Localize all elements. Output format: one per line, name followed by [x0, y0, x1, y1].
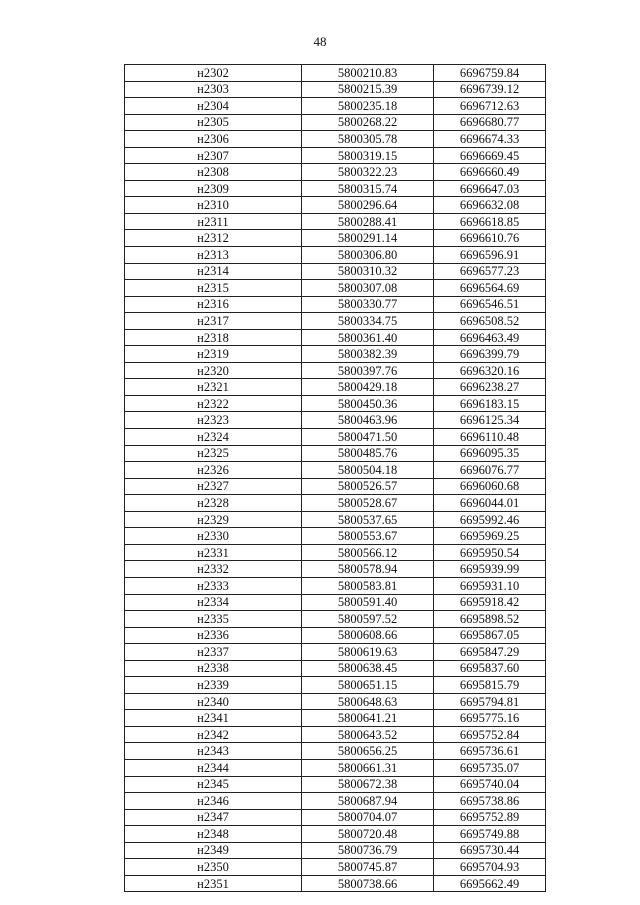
point-id-cell: н2316	[125, 296, 302, 313]
x-coordinate-cell: 5800334.75	[302, 313, 434, 330]
point-id-cell: н2340	[125, 693, 302, 710]
table-row	[125, 644, 546, 661]
table-row	[125, 412, 546, 429]
table-row	[125, 478, 546, 495]
x-coordinate-cell: 5800553.67	[302, 528, 434, 545]
point-id-cell: н2314	[125, 263, 302, 280]
table-row	[125, 577, 546, 594]
point-id-cell: н2312	[125, 230, 302, 247]
x-coordinate-cell: 5800648.63	[302, 693, 434, 710]
table-row	[125, 395, 546, 412]
point-id-cell: н2307	[125, 147, 302, 164]
x-coordinate-cell: 5800738.66	[302, 875, 434, 892]
point-id-cell: н2313	[125, 247, 302, 264]
table-row	[125, 296, 546, 313]
point-id-cell: н2302	[125, 65, 302, 82]
y-coordinate-cell: 6696712.63	[434, 98, 546, 115]
y-coordinate-cell: 6695735.07	[434, 759, 546, 776]
point-id-cell: н2333	[125, 577, 302, 594]
x-coordinate-cell: 5800720.48	[302, 826, 434, 843]
x-coordinate-cell: 5800310.32	[302, 263, 434, 280]
x-coordinate-cell: 5800687.94	[302, 793, 434, 810]
table-row	[125, 98, 546, 115]
x-coordinate-cell: 5800485.76	[302, 445, 434, 462]
table-row	[125, 180, 546, 197]
table-row	[125, 660, 546, 677]
y-coordinate-cell: 6696399.79	[434, 346, 546, 363]
y-coordinate-cell: 6696647.03	[434, 180, 546, 197]
table-row	[125, 213, 546, 230]
y-coordinate-cell: 6695939.99	[434, 561, 546, 578]
x-coordinate-cell: 5800315.74	[302, 180, 434, 197]
x-coordinate-cell: 5800429.18	[302, 379, 434, 396]
point-id-cell: н2309	[125, 180, 302, 197]
x-coordinate-cell: 5800397.76	[302, 362, 434, 379]
x-coordinate-cell: 5800306.80	[302, 247, 434, 264]
y-coordinate-cell: 6696564.69	[434, 280, 546, 297]
x-coordinate-cell: 5800608.66	[302, 627, 434, 644]
x-coordinate-cell: 5800268.22	[302, 114, 434, 131]
x-coordinate-cell: 5800537.65	[302, 511, 434, 528]
point-id-cell: н2327	[125, 478, 302, 495]
x-coordinate-cell: 5800656.25	[302, 743, 434, 760]
table-row	[125, 462, 546, 479]
y-coordinate-cell: 6696125.34	[434, 412, 546, 429]
point-id-cell: н2321	[125, 379, 302, 396]
y-coordinate-cell: 6696610.76	[434, 230, 546, 247]
coordinates-table-body	[125, 65, 546, 892]
table-row	[125, 329, 546, 346]
x-coordinate-cell: 5800651.15	[302, 677, 434, 694]
point-id-cell: н2345	[125, 776, 302, 793]
y-coordinate-cell: 6695931.10	[434, 577, 546, 594]
x-coordinate-cell: 5800235.18	[302, 98, 434, 115]
x-coordinate-cell: 5800641.21	[302, 710, 434, 727]
x-coordinate-cell: 5800210.83	[302, 65, 434, 82]
point-id-cell: н2350	[125, 859, 302, 876]
y-coordinate-cell: 6696739.12	[434, 81, 546, 98]
x-coordinate-cell: 5800463.96	[302, 412, 434, 429]
table-row	[125, 263, 546, 280]
point-id-cell: н2329	[125, 511, 302, 528]
y-coordinate-cell: 6696577.23	[434, 263, 546, 280]
table-row	[125, 346, 546, 363]
x-coordinate-cell: 5800319.15	[302, 147, 434, 164]
point-id-cell: н2319	[125, 346, 302, 363]
x-coordinate-cell: 5800291.14	[302, 230, 434, 247]
x-coordinate-cell: 5800322.23	[302, 164, 434, 181]
table-row	[125, 429, 546, 446]
point-id-cell: н2349	[125, 842, 302, 859]
table-row	[125, 627, 546, 644]
table-row	[125, 495, 546, 512]
table-row	[125, 875, 546, 892]
point-id-cell: н2305	[125, 114, 302, 131]
x-coordinate-cell: 5800704.07	[302, 809, 434, 826]
y-coordinate-cell: 6696076.77	[434, 462, 546, 479]
y-coordinate-cell: 6696060.68	[434, 478, 546, 495]
point-id-cell: н2342	[125, 726, 302, 743]
point-id-cell: н2324	[125, 429, 302, 446]
point-id-cell: н2308	[125, 164, 302, 181]
x-coordinate-cell: 5800745.87	[302, 859, 434, 876]
point-id-cell: н2328	[125, 495, 302, 512]
table-row	[125, 230, 546, 247]
table-row	[125, 561, 546, 578]
x-coordinate-cell: 5800597.52	[302, 611, 434, 628]
coordinates-table	[124, 64, 546, 892]
y-coordinate-cell: 6695950.54	[434, 544, 546, 561]
point-id-cell: н2331	[125, 544, 302, 561]
x-coordinate-cell: 5800661.31	[302, 759, 434, 776]
y-coordinate-cell: 6696596.91	[434, 247, 546, 264]
x-coordinate-cell: 5800526.57	[302, 478, 434, 495]
point-id-cell: н2351	[125, 875, 302, 892]
point-id-cell: н2303	[125, 81, 302, 98]
table-row	[125, 65, 546, 82]
y-coordinate-cell: 6696759.84	[434, 65, 546, 82]
x-coordinate-cell: 5800382.39	[302, 346, 434, 363]
x-coordinate-cell: 5800643.52	[302, 726, 434, 743]
y-coordinate-cell: 6695992.46	[434, 511, 546, 528]
table-row	[125, 313, 546, 330]
table-row	[125, 362, 546, 379]
x-coordinate-cell: 5800578.94	[302, 561, 434, 578]
table-row	[125, 826, 546, 843]
y-coordinate-cell: 6695752.84	[434, 726, 546, 743]
y-coordinate-cell: 6695730.44	[434, 842, 546, 859]
y-coordinate-cell: 6696320.16	[434, 362, 546, 379]
table-row	[125, 693, 546, 710]
y-coordinate-cell: 6695918.42	[434, 594, 546, 611]
y-coordinate-cell: 6695898.52	[434, 611, 546, 628]
table-row	[125, 379, 546, 396]
y-coordinate-cell: 6695794.81	[434, 693, 546, 710]
x-coordinate-cell: 5800583.81	[302, 577, 434, 594]
table-row	[125, 147, 546, 164]
x-coordinate-cell: 5800471.50	[302, 429, 434, 446]
x-coordinate-cell: 5800672.38	[302, 776, 434, 793]
point-id-cell: н2325	[125, 445, 302, 462]
x-coordinate-cell: 5800296.64	[302, 197, 434, 214]
table-row	[125, 809, 546, 826]
point-id-cell: н2306	[125, 131, 302, 148]
x-coordinate-cell: 5800450.36	[302, 395, 434, 412]
point-id-cell: н2344	[125, 759, 302, 776]
y-coordinate-cell: 6695867.05	[434, 627, 546, 644]
x-coordinate-cell: 5800361.40	[302, 329, 434, 346]
y-coordinate-cell: 6696618.85	[434, 213, 546, 230]
table-row	[125, 114, 546, 131]
y-coordinate-cell: 6695752.89	[434, 809, 546, 826]
table-row	[125, 528, 546, 545]
y-coordinate-cell: 6696095.35	[434, 445, 546, 462]
y-coordinate-cell: 6695837.60	[434, 660, 546, 677]
table-row	[125, 81, 546, 98]
y-coordinate-cell: 6695740.04	[434, 776, 546, 793]
y-coordinate-cell: 6696183.15	[434, 395, 546, 412]
y-coordinate-cell: 6695775.16	[434, 710, 546, 727]
point-id-cell: н2310	[125, 197, 302, 214]
x-coordinate-cell: 5800638.45	[302, 660, 434, 677]
table-row	[125, 197, 546, 214]
x-coordinate-cell: 5800619.63	[302, 644, 434, 661]
y-coordinate-cell: 6696110.48	[434, 429, 546, 446]
point-id-cell: н2332	[125, 561, 302, 578]
y-coordinate-cell: 6695662.49	[434, 875, 546, 892]
point-id-cell: н2317	[125, 313, 302, 330]
x-coordinate-cell: 5800591.40	[302, 594, 434, 611]
y-coordinate-cell: 6696632.08	[434, 197, 546, 214]
y-coordinate-cell: 6696238.27	[434, 379, 546, 396]
y-coordinate-cell: 6695969.25	[434, 528, 546, 545]
point-id-cell: н2318	[125, 329, 302, 346]
y-coordinate-cell: 6696674.33	[434, 131, 546, 148]
y-coordinate-cell: 6696044.01	[434, 495, 546, 512]
point-id-cell: н2320	[125, 362, 302, 379]
x-coordinate-cell: 5800504.18	[302, 462, 434, 479]
y-coordinate-cell: 6695749.88	[434, 826, 546, 843]
x-coordinate-cell: 5800566.12	[302, 544, 434, 561]
table-row	[125, 793, 546, 810]
point-id-cell: н2315	[125, 280, 302, 297]
table-row	[125, 677, 546, 694]
table-row	[125, 842, 546, 859]
table-row	[125, 445, 546, 462]
table-row	[125, 743, 546, 760]
point-id-cell: н2341	[125, 710, 302, 727]
x-coordinate-cell: 5800307.08	[302, 280, 434, 297]
x-coordinate-cell: 5800215.39	[302, 81, 434, 98]
table-row	[125, 776, 546, 793]
point-id-cell: н2322	[125, 395, 302, 412]
point-id-cell: н2304	[125, 98, 302, 115]
y-coordinate-cell: 6696463.49	[434, 329, 546, 346]
point-id-cell: н2334	[125, 594, 302, 611]
table-row	[125, 594, 546, 611]
table-row	[125, 859, 546, 876]
point-id-cell: н2330	[125, 528, 302, 545]
point-id-cell: н2336	[125, 627, 302, 644]
point-id-cell: н2338	[125, 660, 302, 677]
x-coordinate-cell: 5800528.67	[302, 495, 434, 512]
point-id-cell: н2348	[125, 826, 302, 843]
table-row	[125, 544, 546, 561]
y-coordinate-cell: 6696660.49	[434, 164, 546, 181]
point-id-cell: н2311	[125, 213, 302, 230]
table-row	[125, 280, 546, 297]
y-coordinate-cell: 6695704.93	[434, 859, 546, 876]
point-id-cell: н2335	[125, 611, 302, 628]
x-coordinate-cell: 5800305.78	[302, 131, 434, 148]
y-coordinate-cell: 6696680.77	[434, 114, 546, 131]
x-coordinate-cell: 5800330.77	[302, 296, 434, 313]
x-coordinate-cell: 5800288.41	[302, 213, 434, 230]
table-row	[125, 511, 546, 528]
y-coordinate-cell: 6695736.61	[434, 743, 546, 760]
table-row	[125, 710, 546, 727]
x-coordinate-cell: 5800736.79	[302, 842, 434, 859]
table-row	[125, 611, 546, 628]
point-id-cell: н2326	[125, 462, 302, 479]
table-row	[125, 164, 546, 181]
y-coordinate-cell: 6696508.52	[434, 313, 546, 330]
point-id-cell: н2339	[125, 677, 302, 694]
y-coordinate-cell: 6696669.45	[434, 147, 546, 164]
point-id-cell: н2346	[125, 793, 302, 810]
point-id-cell: н2347	[125, 809, 302, 826]
point-id-cell: н2323	[125, 412, 302, 429]
point-id-cell: н2343	[125, 743, 302, 760]
table-row	[125, 759, 546, 776]
y-coordinate-cell: 6695738.86	[434, 793, 546, 810]
table-row	[125, 131, 546, 148]
table-row	[125, 726, 546, 743]
point-id-cell: н2337	[125, 644, 302, 661]
table-row	[125, 247, 546, 264]
y-coordinate-cell: 6695847.29	[434, 644, 546, 661]
page-number: 48	[313, 34, 327, 49]
y-coordinate-cell: 6695815.79	[434, 677, 546, 694]
y-coordinate-cell: 6696546.51	[434, 296, 546, 313]
